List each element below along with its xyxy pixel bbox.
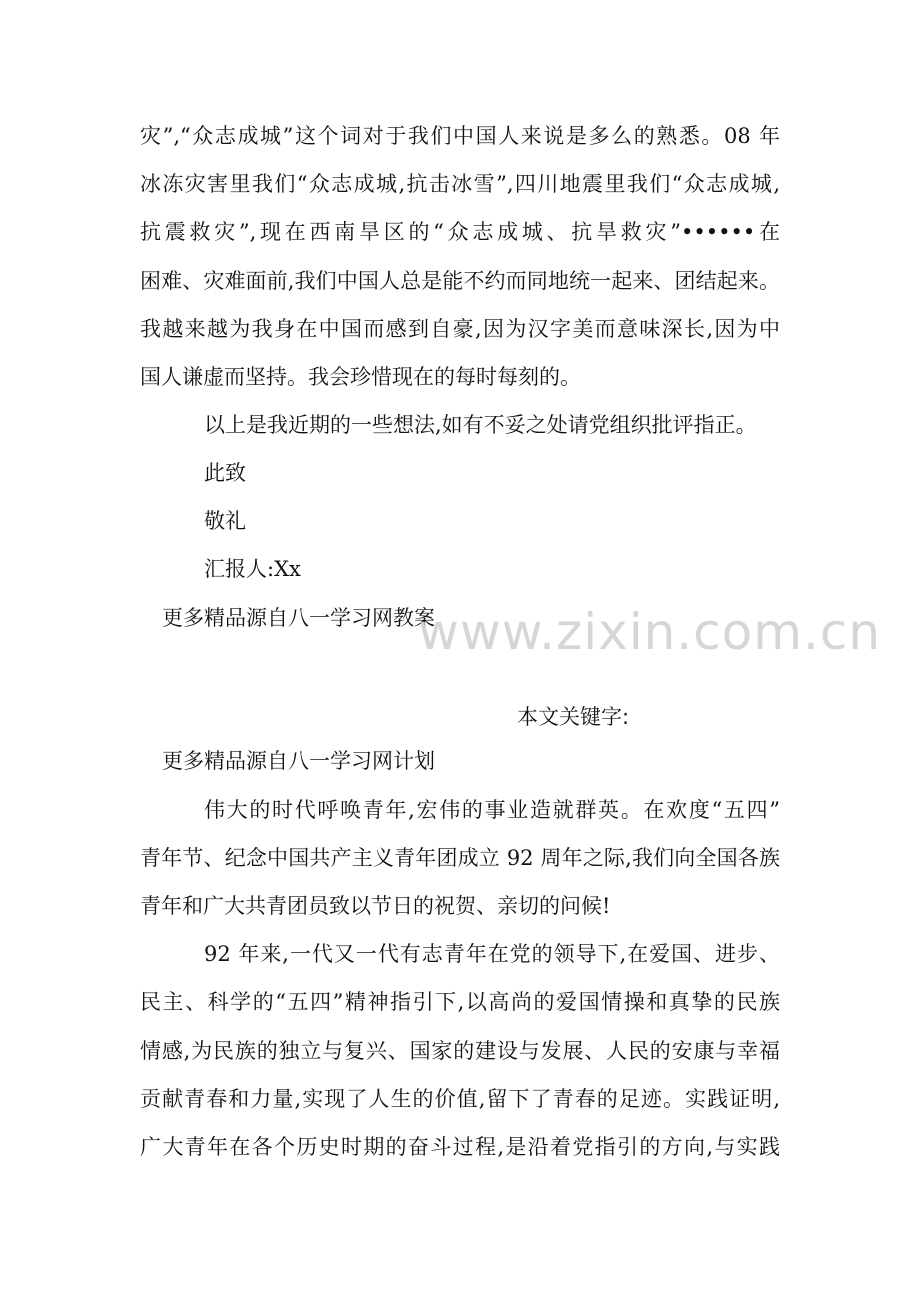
body-text-line: 民主、科学的“五四”精神指引下,以高尚的爱国情操和真挚的民族 — [140, 990, 780, 1014]
body-text-line: 困难、灾难面前,我们中国人总是能不约而同地统一起来、团结起来。 — [140, 269, 780, 293]
body-text-line: 伟大的时代呼唤青年,宏伟的事业造就群英。在欢度“五四” — [204, 798, 780, 822]
body-text-line: 我越来越为我身在中国而感到自豪,因为汉字美而意味深长,因为中 — [140, 317, 780, 341]
body-text-line: 灾”,“众志成城”这个词对于我们中国人来说是多么的熟悉。08 年 — [140, 124, 780, 148]
salutation-ci-zhi: 此致 — [204, 461, 246, 485]
body-text-line: 抗震救灾”,现在西南旱区的“众志成城、抗旱救灾”••••••在 — [140, 220, 780, 244]
body-text-line: 情感,为民族的独立与复兴、国家的建设与发展、人民的安康与幸福 — [140, 1039, 780, 1063]
salutation-jing-li: 敬礼 — [204, 509, 246, 533]
keywords-label: 本文关键字: — [517, 705, 630, 729]
site-watermark: www.zixin.com.cn — [418, 603, 882, 661]
body-text-line: 广大青年在各个历史时期的奋斗过程,是沿着党指引的方向,与实践 — [140, 1135, 780, 1159]
body-text-line: 冰冻灾害里我们“众志成城,抗击冰雪”,四川地震里我们“众志成城, — [140, 172, 780, 196]
more-resources-link[interactable]: 更多精品源自八一学习网计划 — [162, 749, 435, 773]
more-resources-link[interactable]: 更多精品源自八一学习网教案 — [162, 606, 435, 630]
body-text-line: 贡献青春和力量,实现了人生的价值,留下了青春的足迹。实践证明, — [140, 1087, 780, 1111]
signature: 汇报人:Xx — [204, 557, 301, 581]
body-text-line: 青年节、纪念中国共产主义青年团成立 92 周年之际,我们向全国各族 — [140, 846, 780, 870]
body-text-line: 92 年来,一代又一代有志青年在党的领导下,在爱国、进步、 — [204, 942, 780, 966]
body-text-line: 青年和广大共青团员致以节日的祝贺、亲切的问候! — [140, 894, 611, 918]
closing-statement: 以上是我近期的一些想法,如有不妥之处请党组织批评指正。 — [204, 413, 757, 437]
body-text-line: 国人谦虚而坚持。我会珍惜现在的每时每刻的。 — [140, 365, 581, 389]
